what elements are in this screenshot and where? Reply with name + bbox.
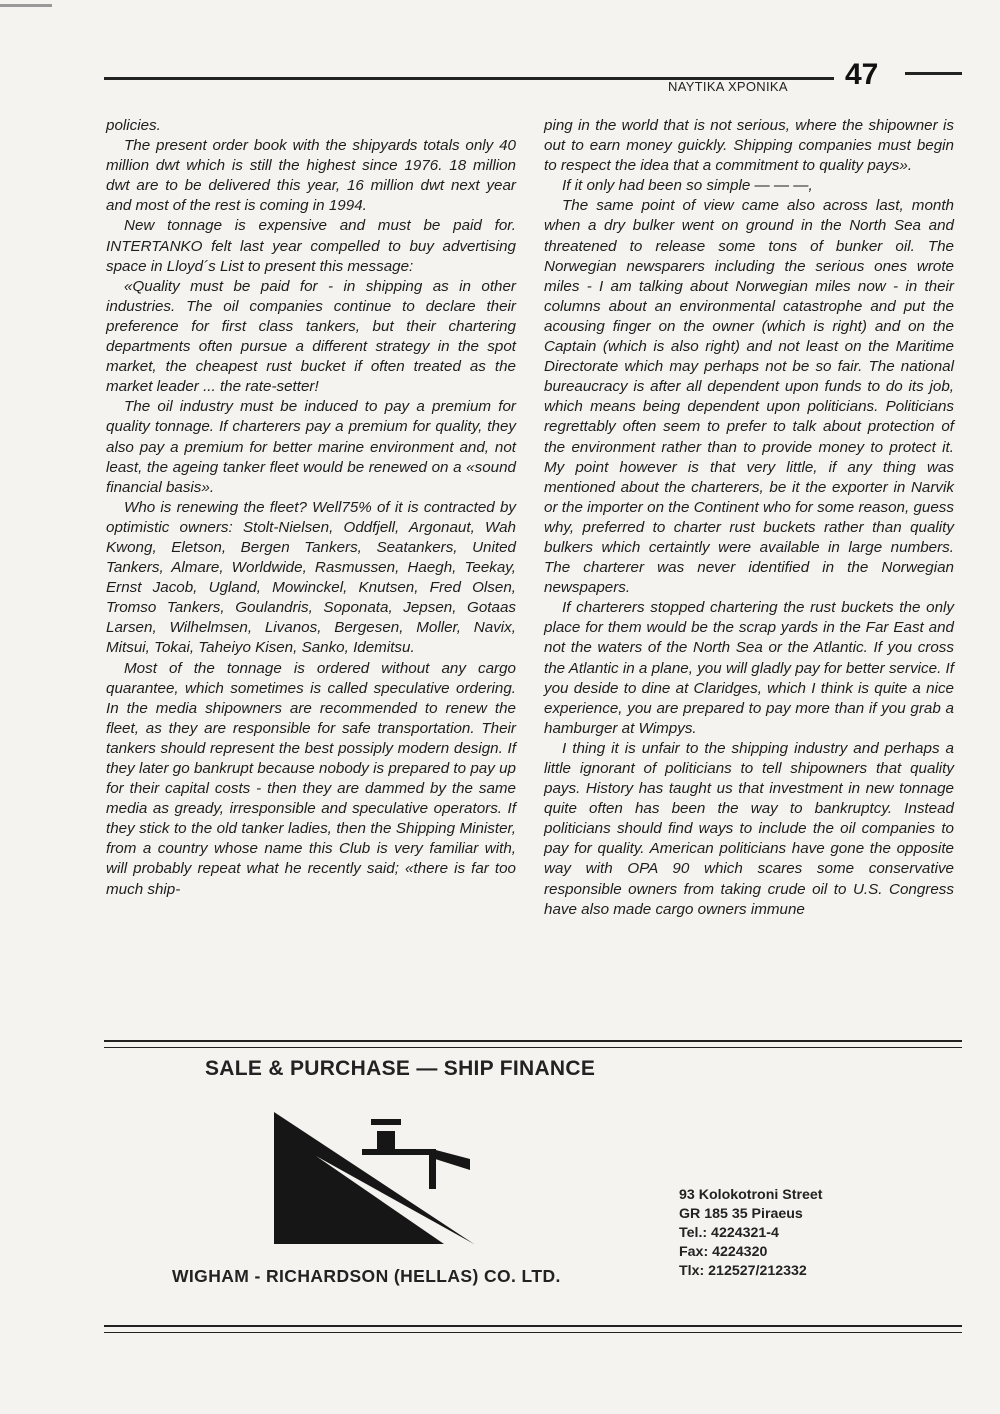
logo-funnel xyxy=(377,1131,395,1149)
paragraph: ping in the world that is not serious, where the shipowner is out to earn money guickly. Shipping companies must begin to respect the idea that a commitment to quality pays». xyxy=(544,117,954,175)
company-address xyxy=(679,1186,822,1281)
paragraph: If it only had been so simple — — —, xyxy=(562,177,813,195)
paragraph: The same point of view came also across last, month when a dry bulker went on ground in the North Sea and threatened to release some tons of bunker oil. The Norwegian newsparers including the serious ones wrote miles - I am talking about Norwegian miles now - in their columns about an environmental catastrophe and put the acousing finger on the owner (which is right) and on the Captain (which is also right) and not least on the Maritime Directorate which may perhaps not be so fair. The national bureaucracy is after all dependent upon funds to do its job, which means being dependent upon politicians. Politicians regrettably often seem to prefer to talk about protection of the environment rather than to provide money to protect it. My point however is that very little, if any thing was mentioned about the charterers, be it the exporter in Narvik or the importer on the Continent who for some reason, guess why, preferred to charter rust buckets rather than quality bulkers which certaintly were available in large numbers. The charterer was never identified in the Norwegian newspapers. xyxy=(544,197,954,597)
scan-edge-mark xyxy=(0,4,52,7)
page-number: 47 xyxy=(845,58,879,91)
address-phone: Tel.: 4224321-4 xyxy=(679,1225,779,1241)
logo-hull-triangle xyxy=(274,1112,474,1244)
logo-crane-arm xyxy=(432,1149,470,1170)
paragraph: If charterers stopped chartering the rust buckets the only place for them would be the scrap yards in the Far East and not the waters of the North Sea or the Atlantic. If you cross the Atlantic in a plane, you will gladly pay for better service. If you deside to dine at Claridges, which I think is quite a nice experience, you are prepared to pay more than if you grab a hamburger at Wimpys. xyxy=(544,599,954,737)
address-fax: Fax: 4224320 xyxy=(679,1244,768,1260)
header-rule-right xyxy=(905,72,962,75)
logo-funnel-cap xyxy=(371,1119,401,1125)
company-logo xyxy=(274,1112,474,1252)
paragraph: The oil industry must be induced to pay a premium for quality tonnage. If charterers pay a premium for quality, they also pay a premium for better marine environment and, not least, the ageing tanker fleet would be renewed on a «sound financial basis». xyxy=(106,398,516,496)
article-column-left xyxy=(106,116,516,900)
advert-bottom-rule xyxy=(104,1325,962,1333)
address-telex: Tlx: 212527/212332 xyxy=(679,1263,807,1279)
paragraph: New tonnage is expensive and must be paid for. INTERTANKO felt last year compelled to buy advertising space in Lloyd´s List to present this message: xyxy=(106,217,516,275)
paragraph: Who is renewing the fleet? Well75% of it is contracted by optimistic owners: Stolt-Nielsen, Oddfjell, Argonaut, Wah Kwong, Eletson, Bergen Tankers, Seatankers, United Tankers, Almare, Worldwide, Rasmussen, Haegh, Teekay, Ernst Jacob, Ugland, Mowinckel, Knutsen, Fred Olsen, Tromso Tankers, Goulandris, Soponata, Jepsen, Gotaas Larsen, Wilhelmsen, Livanos, Bergesen, Moller, Navix, Mitsui, Tokai, Taheiyo Kisen, Sanko, Idemitsu. xyxy=(106,498,516,657)
address-city: GR 185 35 Piraeus xyxy=(679,1206,803,1222)
journal-name: ΝΑΥΤΙΚΑ ΧΡΟΝΙΚΑ xyxy=(668,79,788,94)
paragraph: I thing it is unfair to the shipping industry and perhaps a little ignorant of politicians to tell shipowners that quality pays. History has taught us that investment in new tonnage quite often has been the way to bankruptcy. Instead politicians should find ways to include the oil companies to pay for quality. American politicians have gone the opposite way with OPA 90 which scares some conservative responsible owners from taking crude oil to U.S. Congress have also made cargo owners immune xyxy=(544,739,954,918)
article-column-right xyxy=(544,116,954,920)
logo-deck xyxy=(362,1149,434,1155)
paragraph: policies. xyxy=(106,117,161,134)
paragraph: The present order book with the shipyards totals only 40 million dwt which is still the highest since 1976. 18 million dwt are to be delivered this year, 16 million dwt next year and most of the rest is coming in 1994. xyxy=(106,137,516,215)
address-street: 93 Kolokotroni Street xyxy=(679,1187,823,1203)
advert-top-rule xyxy=(104,1040,962,1048)
advert-heading: SALE & PURCHASE — SHIP FINANCE xyxy=(205,1057,596,1080)
paragraph: Most of the tonnage is ordered without any cargo quarantee, which sometimes is called speculative ordering. In the media shipowners are recommended to renew the fleet, as they are responsible for safe transportation. Their tankers should represent the best possiply modern design. If they later go bankrupt because nobody is prepared to pay up for their capital costs - then they are dammed by the same media as gready, irresponsible and speculative operators. If they stick to the old tanker ladies, then the Shipping Minister, from a country whose name this Club is very familiar with, will probably repeat what he recently said; «there is far too much ship- xyxy=(106,659,516,898)
company-name: WIGHAM - RICHARDSON (HELLAS) CO. LTD. xyxy=(172,1266,561,1286)
paragraph: «Quality must be paid for - in shipping as in other industries. The oil companies continue to declare their preference for first class tankers, but their chartering departments often pursue a different strategy in the spot market, the cheapest rust bucket if often treated as the market leader ... the rate-setter! xyxy=(106,277,516,396)
